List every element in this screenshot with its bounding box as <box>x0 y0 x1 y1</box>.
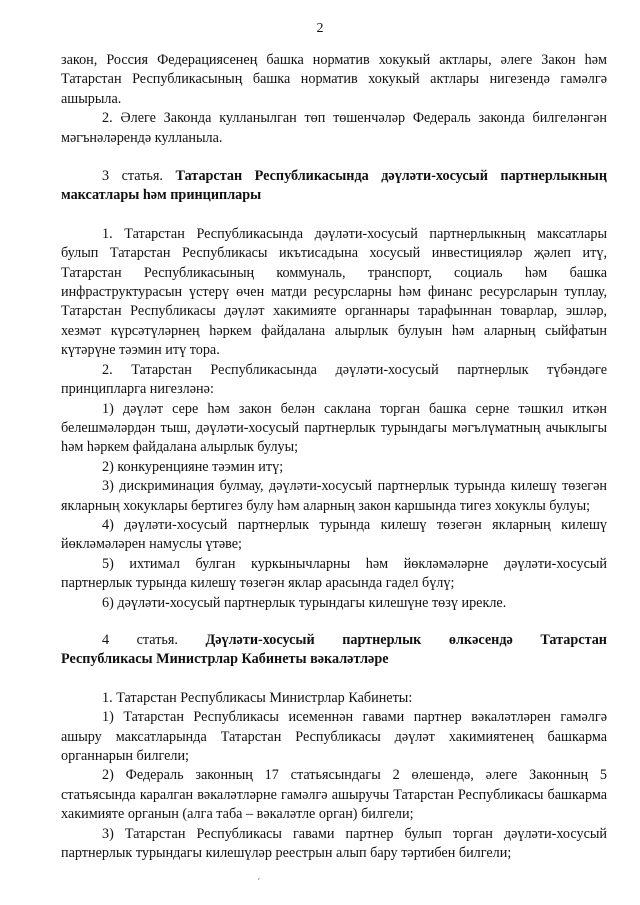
page-number: 2 <box>316 21 324 36</box>
paragraph-gap <box>61 670 607 689</box>
article-4-heading <box>61 631 607 670</box>
article-3-heading <box>61 167 607 206</box>
intro-paragraph: 2. Әлеге Законда кулланылган төп төшенчәләр Федераль законда билгеләнгән мәгънәләрендә кулланыла. <box>61 110 607 146</box>
footer-mark: ⸴ <box>258 873 261 882</box>
article-4-title-rest: Республикасы Министрлар Кабинеты вәкаләтләре <box>61 651 389 668</box>
article-3-paragraph: 3) дискриминация булмау, дәүләти-хосусый партнерлык турында килешү төзегән якларның хокуклары бертигез булу һәм аларның закон каршында тигез хокуклы булуы; <box>61 478 607 514</box>
article-4-title-word: Татарстан <box>540 631 607 648</box>
article-3-paragraph: 2. Татарстан Республикасында дәүләти-хосусый партнерлык түбәндәге принципларга нигезләнә: <box>61 361 607 398</box>
intro-paragraph: закон, Россия Федерациясенең башка норматив хокукый актлары, әлеге Закон һәм Татарстан Республикасының башка норматив хокукый актлары нигезендә гамәлгә ашырыла. <box>61 52 607 107</box>
article-4-title-word: өлкәсендә <box>448 631 513 648</box>
article-4-heading-line <box>61 631 607 650</box>
article-4-paragraph: 1. Татарстан Республикасы Министрлар Кабинеты: <box>102 689 413 706</box>
article-3-paragraph: 1. Татарстан Республикасында дәүләти-хосусый партнерлыкның максатлары булып Татарстан Республикасы икътисадына хосусый инвестицияләр җәлеп итү, Татарстан Республикасының коммуналь, транспорт, социаль һәм башка инфраструктурасын үстерү өчен матди ресурсларны һәм финанс ресурсларын туплау, Татарстан Республикасы дәүләт хакимияте органнары тарафыннан товарлар, эшләр, хезмәт күрсәтүләрнең һәркем файдалана алырлык булуын һәм аларның сыйфатын күтәрүне тәэмин итү тора. <box>61 225 607 359</box>
article-3-label: 3 статья. <box>102 168 163 185</box>
article-4-title-word: партнерлык <box>342 631 422 648</box>
article-3-paragraph: 6) дәүләти-хосусый партнерлык турындагы килешүне төзү ирекле. <box>102 594 507 611</box>
article-4-title-word: Дәүләти-хосусый <box>205 631 315 648</box>
paragraph-gap <box>61 148 607 167</box>
document-body <box>61 51 607 863</box>
article-3-paragraph: 1) дәүләт сере һәм закон белән саклана торган башка серне тәшкил иткән белешмәләрдән тыш, дәүләти-хосусый партнерлык турындагы мәгълүматның ачыклыгы һәм һәркем файдалана алырлык булуы; <box>61 400 607 456</box>
article-4-label-num: 4 <box>102 631 110 648</box>
article-4-paragraph: 3) Татарстан Республикасы гавами партнер булып торган дәүләти-хосусый партнерлык турындагы килешүләр реестрын алып бару тәртибен билгели; <box>61 825 607 862</box>
article-4-paragraph: 1) Татарстан Республикасы исеменнән гавами партнер вәкаләтләрен гамәлгә ашыру максатларында Татарстан Республикасы дәүләт хакимиятенең башкарма органнарын билгели; <box>61 709 607 764</box>
article-3-paragraph: 4) дәүләти-хосусый партнерлык турында килешү төзегән якларның килешү йөкләмәләрен намуслы үтәве; <box>61 516 607 553</box>
article-3-paragraph: 2) конкуренцияне тәэмин итү; <box>102 458 284 475</box>
article-4-label-word: статья. <box>136 631 178 648</box>
paragraph-gap <box>61 613 607 631</box>
paragraph-gap <box>61 206 607 225</box>
article-3-paragraph: 5) ихтимал булган куркынычларны һәм йөкләмәләрне дәүләти-хосусый партнерлык турында килешү төзегән яклар арасында гадел бүлү; <box>61 555 607 592</box>
article-4-paragraph: 2) Федераль законның 17 статьясындагы 2 өлешендә, әлеге Законның 5 статьясында каралган вәкаләтләрне гамәлгә ашыручы Татарстан Республикасы башкарма хакимияте органын (алга таба – вәкаләтле орган) билгели; <box>61 767 607 823</box>
article-3-title: Татарстан Республикасында дәүләти-хосусый партнерлыкның максатлары һәм принциплары <box>61 168 607 204</box>
